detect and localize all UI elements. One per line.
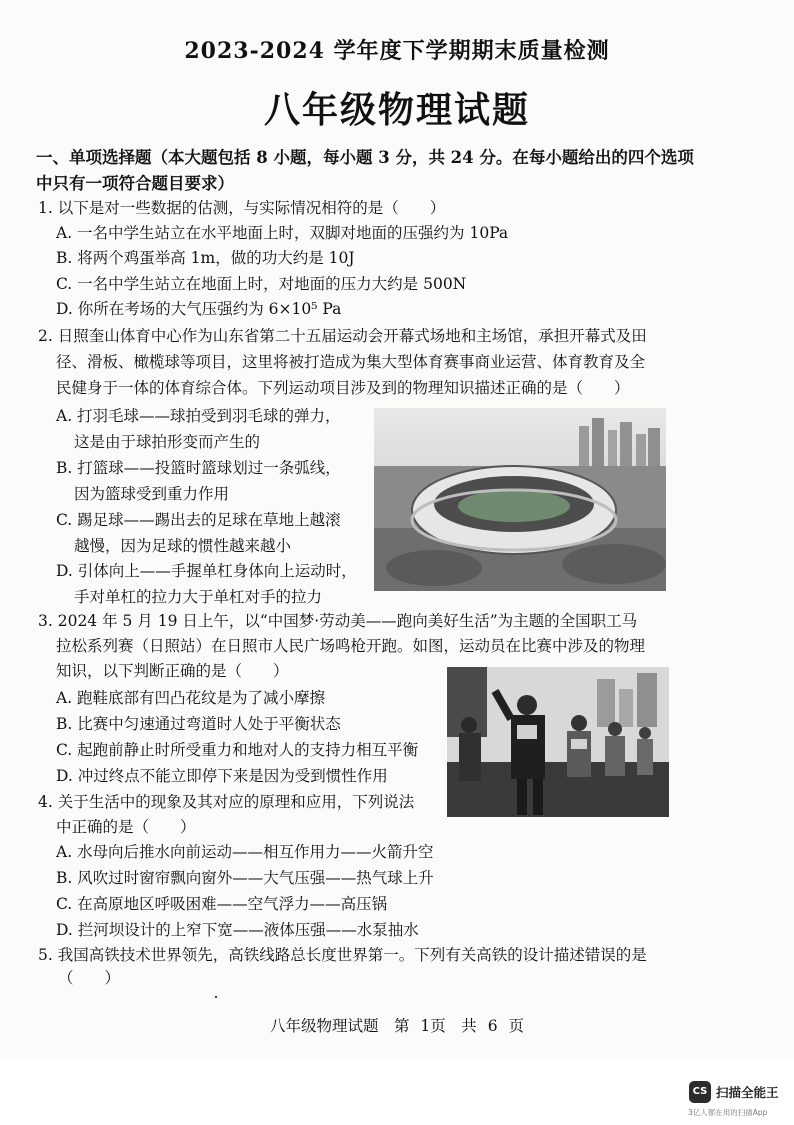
question-2-option-a: A. 打羽毛球——球拍受到羽毛球的弹力， [56,407,341,425]
question-5-stem-line: 5. 我国高铁技术世界领先，高铁线路总长度世界第一。下列有关高铁的设计描述错误的是 [38,946,647,964]
question-3-option-d: D. 冲过终点不能立即停下来是因为受到惯性作用 [56,767,388,785]
camscanner-name: 扫描全能王 [716,1085,779,1100]
paper-title: 八年级物理试题 [263,89,530,131]
question-3-option-c: C. 起跑前静止时所受重力和地对人的支持力相互平衡 [56,741,419,759]
question-4-option-d: D. 拦河坝设计的上窄下宽——液体压强——水泵抽水 [56,921,419,939]
question-3-option-a: A. 跑鞋底部有凹凸花纹是为了减小摩擦 [56,689,326,707]
exam-title: 2023-2024 学年度下学期期末质量检测 [184,38,610,64]
camscanner-logo-icon: CS [689,1081,711,1103]
question-2-option-c: C. 踢足球——踢出去的足球在草地上越滚 [56,511,341,529]
section-heading-line-2: 中只有一项符合题目要求） [36,174,234,193]
question-3-option-b: B. 比赛中匀速通过弯道时人处于平衡状态 [56,715,341,733]
scanner-watermark-bar [0,1060,794,1125]
question-2-stem-line: 2. 日照奎山体育中心作为山东省第二十五届运动会开幕式场地和主场馆，承担开幕式及田 [38,327,647,345]
page-footer: 八年级物理试题 第 1页 共 6 页 [269,1017,524,1035]
question-1-option-d: D. 你所在考场的大气压强约为 6×10⁵ Pa [56,300,342,318]
question-4-option-a: A. 水母向后推水向前运动——相互作用力——火箭升空 [56,843,434,861]
camscanner-tagline: 3亿人都在用的扫描App [688,1108,768,1117]
scan-speck [215,996,217,998]
question-3-stem-line: 拉松系列赛（日照站）在日照市人民广场鸣枪开跑。如图，运动员在比赛中涉及的物理 [56,637,646,655]
question-2-option-a-cont: 这是由于球拍形变而产生的 [74,433,261,451]
question-3-stem-line: 知识，以下判断正确的是（ ） [56,662,289,680]
question-2-stem-line: 径、滑板、橄榄球等项目，这里将被打造成为集大型体育赛事商业运营、体育教育及全 [56,353,646,371]
question-2-option-d-cont: 手对单杠的拉力大于单杠对手的拉力 [74,588,323,606]
stadium-photo [374,408,666,591]
question-1-option-a: A. 一名中学生站立在水平地面上时，双脚对地面的压强约为 10Pa [56,224,509,242]
question-2-option-b: B. 打篮球——投篮时篮球划过一条弧线， [56,459,341,477]
question-1-option-c: C. 一名中学生站立在地面上时，对地面的压力大约是 500N [56,275,467,293]
question-2-option-c-cont: 越慢，因为足球的惯性越来越小 [74,537,292,555]
question-3-stem-line: 3. 2024 年 5 月 19 日上午，以“中国梦·劳动美——跑向美好生活”为主题的全国职工马 [38,612,638,630]
question-4-option-b: B. 风吹过时窗帘飘向窗外——大气压强——热气球上升 [56,869,434,887]
question-4-option-c: C. 在高原地区呼吸困难——空气浮力——高压锅 [56,895,388,913]
section-heading-line-1: 一、单项选择题（本大题包括 8 小题，每小题 3 分，共 24 分。在每小题给出的四个选项 [36,148,694,167]
question-2-stem-line: 民健身于一体的体育综合体。下列运动项目涉及到的物理知识描述正确的是（ ） [56,379,630,397]
question-2-option-b-cont: 因为篮球受到重力作用 [74,485,230,503]
question-5-stem-line: （ ） [58,969,121,987]
question-2-option-d: D. 引体向上——手握单杠身体向上运动时， [56,562,357,580]
question-1-option-b: B. 将两个鸡蛋举高 1m，做的功大约是 10J [56,249,355,267]
question-1-stem: 1. 以下是对一些数据的估测，与实际情况相符的是（ ） [38,199,446,217]
marathon-photo [447,667,669,817]
question-4-stem-line: 中正确的是（ ） [56,818,196,836]
question-4-stem-line: 4. 关于生活中的现象及其对应的原理和应用，下列说法 [38,793,415,811]
